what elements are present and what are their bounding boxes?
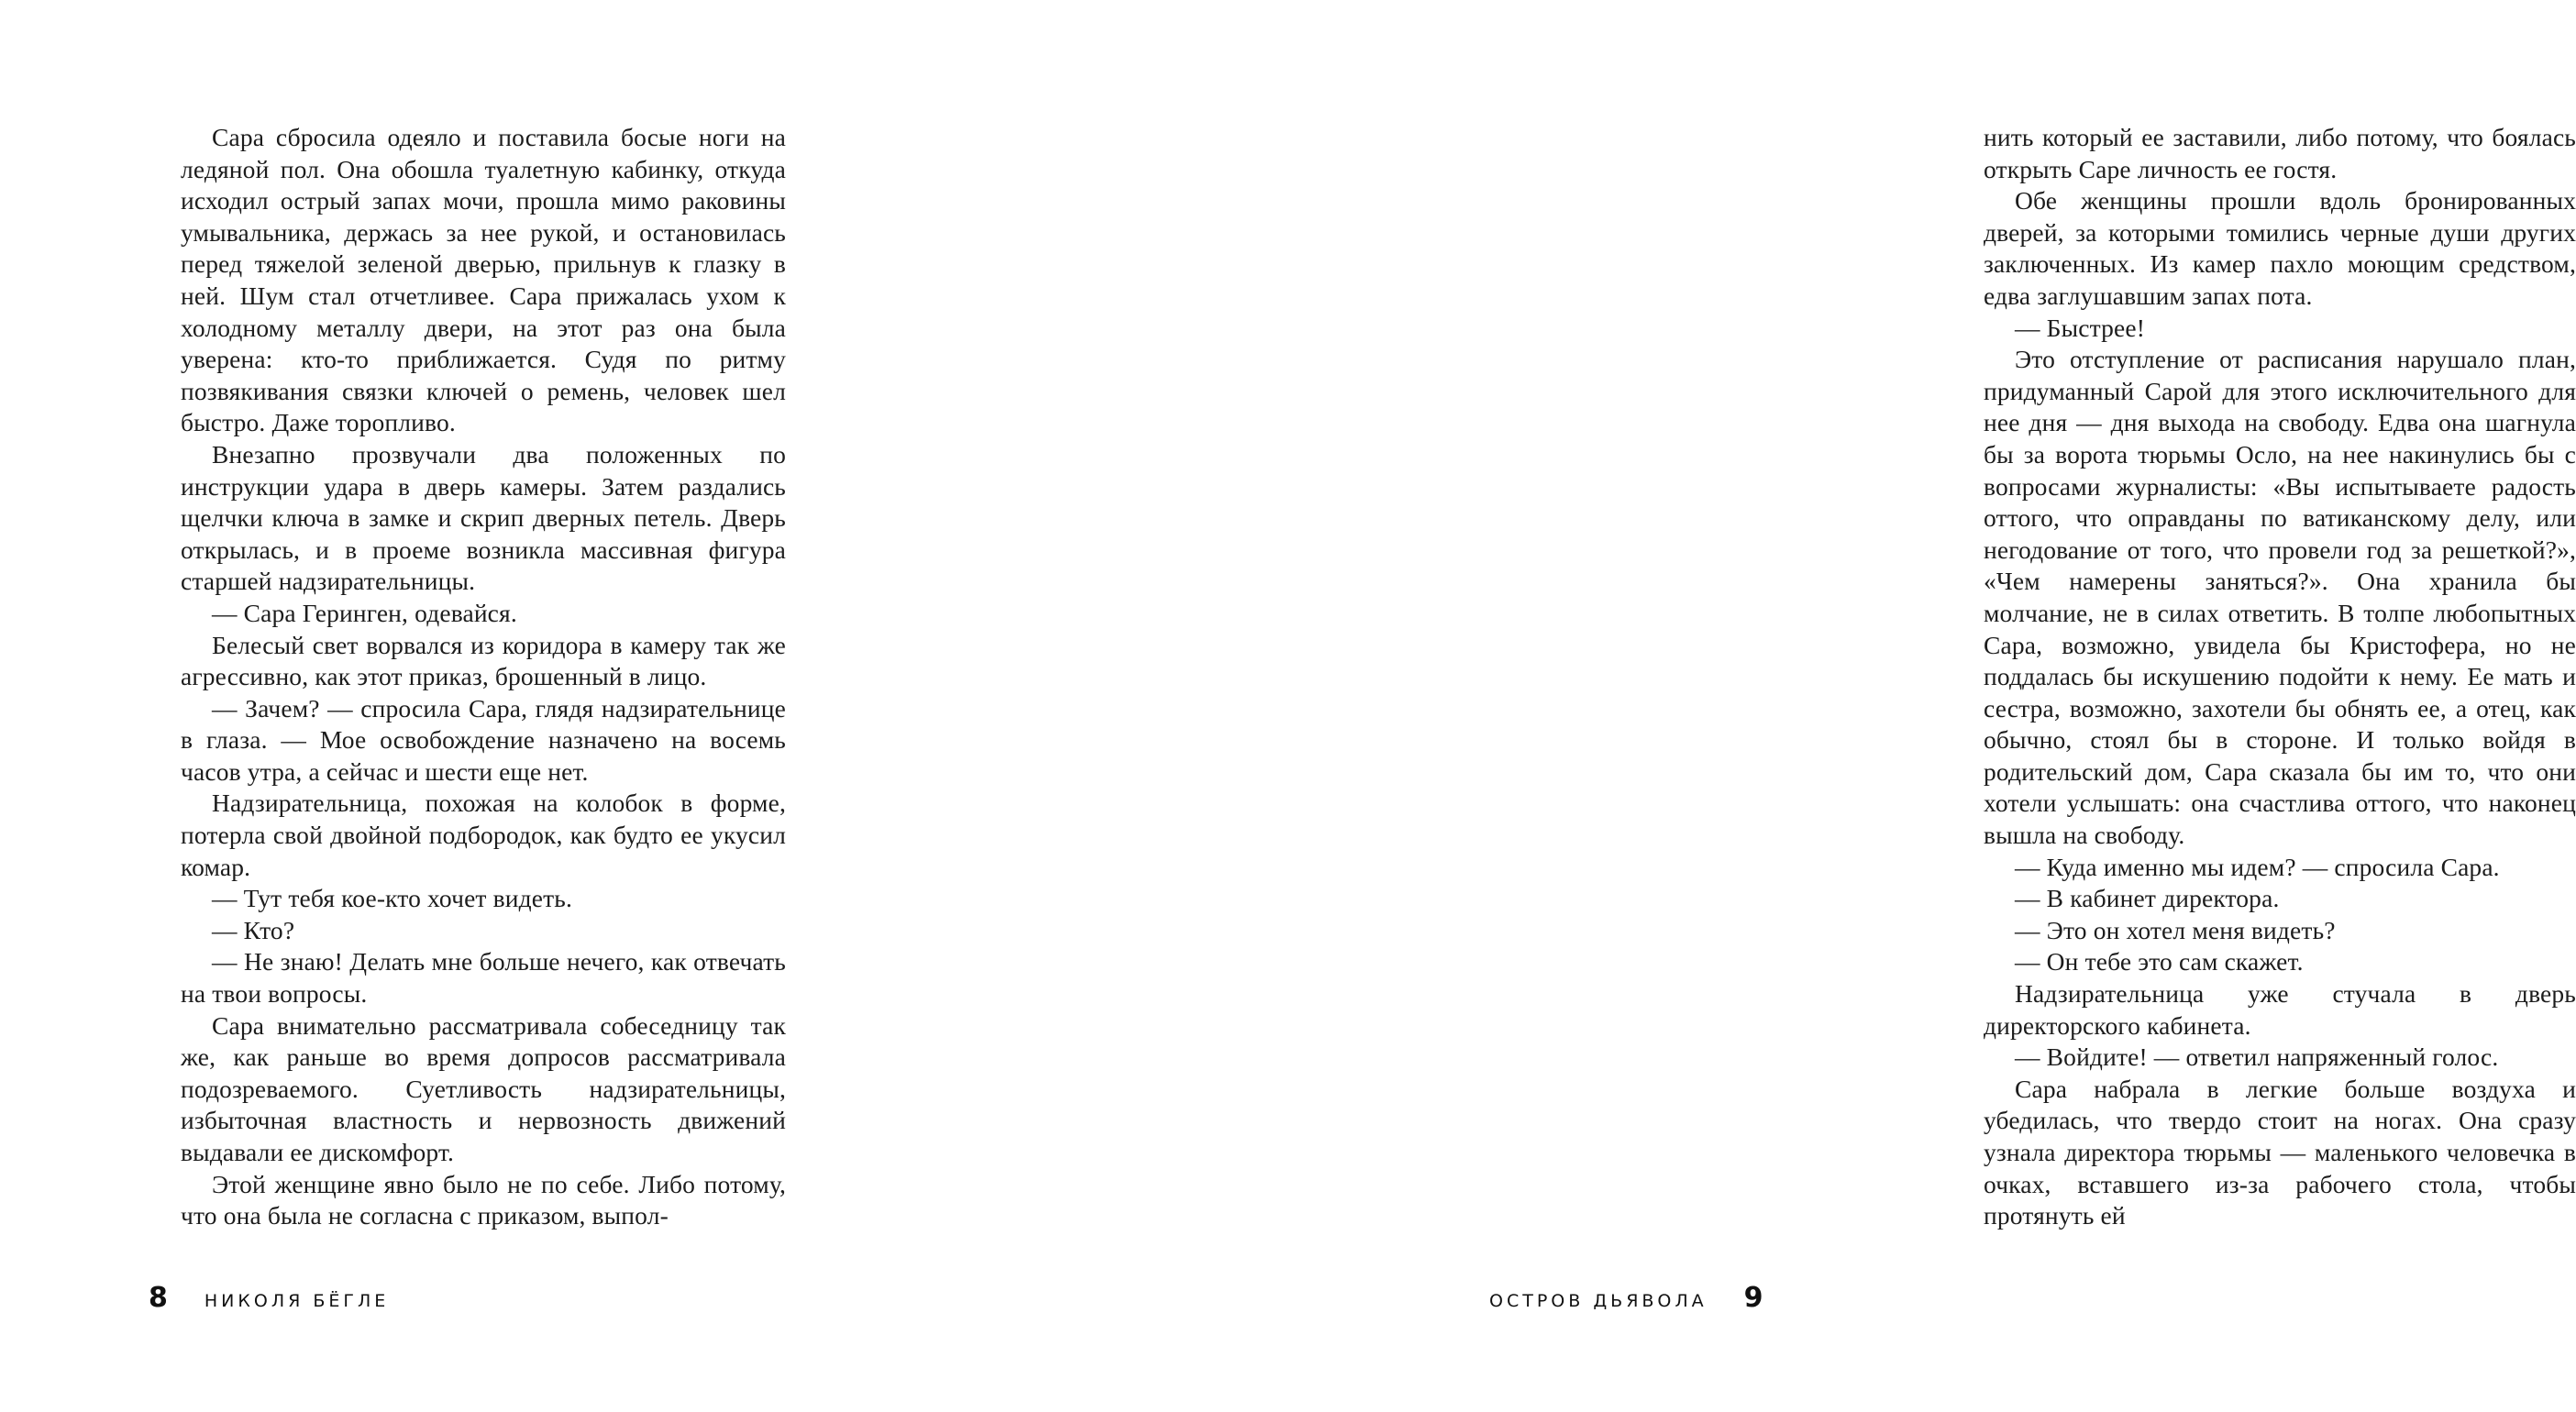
paragraph: Надзирательница уже стучала в дверь директорского кабинета. xyxy=(1984,979,2576,1040)
page-number: 8 xyxy=(149,1282,168,1314)
page-number: 9 xyxy=(1743,1282,1763,1314)
paragraph: — Он тебе это сам скажет. xyxy=(2015,947,2304,976)
paragraph: — Войдите! — ответил напряженный голос. xyxy=(2015,1042,2499,1072)
paragraph: — Быстрее! xyxy=(2015,313,2146,342)
running-head-title: ОСТРОВ ДЬЯВОЛА xyxy=(1489,1291,1708,1311)
paragraph: — В кабинет директора. xyxy=(2015,884,2280,913)
paragraph: — Кто? xyxy=(212,915,295,944)
running-head-author: НИКОЛЯ БЁГЛЕ xyxy=(204,1291,390,1311)
paragraph: — Сара Геринген, одевайся. xyxy=(212,598,517,627)
left-page xyxy=(0,0,917,1412)
right-page xyxy=(917,0,2576,1412)
right-page-body xyxy=(1984,122,2576,1232)
left-page-body xyxy=(181,122,786,1232)
paragraph: Обе женщины прошли вдоль бронированных дверей, за которыми томились черные души других заключенных. Из камер пахло моющим средством, едва заглушавшим запах пота. xyxy=(1984,186,2576,310)
paragraph: Этой женщине явно было не по себе. Либо потому, что она была не согласна с приказом, выпол- xyxy=(181,1169,786,1230)
paragraph: Надзирательница, похожая на колобок в форме, потерла свой двойной подбородок, как будто ее укусил комар. xyxy=(181,789,786,881)
paragraph: Сара внимательно рассматривала собеседницу так же, как раньше во время допросов рассматривала подозреваемого. Суетливость надзирательницы, избыточная властность и нервозность движений выдавали ее дискомфорт. xyxy=(181,1010,786,1166)
paragraph: — Зачем? — спросила Сара, глядя надзирательнице в глаза. — Мое освобождение назначено на восемь часов утра, а сейчас и шести еще нет. xyxy=(181,693,786,786)
paragraph: Белесый свет ворвался из коридора в камеру так же агрессивно, как этот приказ, брошенный в лицо. xyxy=(181,630,786,691)
paragraph: Сара набрала в легкие больше воздуха и убедилась, что твердо стоит на ногах. Она сразу узнала директора тюрьмы — маленького человечка в очках, вставшего из-за рабочего стола, чтобы протянуть ей xyxy=(1984,1074,2576,1230)
paragraph: — Не знаю! Делать мне больше нечего, как отвечать на твои вопросы. xyxy=(181,947,786,1009)
paragraph: Внезапно прозвучали два положенных по инструкции удара в дверь камеры. Затем раздались щелчки ключа в замке и скрип дверных петель. Дверь открылась, и в проеме возникла массивная фигура старшей надзирательницы. xyxy=(181,439,786,596)
paragraph: — Тут тебя кое-кто хочет видеть. xyxy=(212,884,572,913)
left-page-footer xyxy=(149,1282,390,1314)
paragraph: Это отступление от расписания нарушало план, придуманный Сарой для этого исключительного для нее дня — дня выхода на свободу. Едва она шагнула бы за ворота тюрьмы Осло, на нее накинулись бы с вопросами журналисты: «Вы испытываете радость оттого, что оправданы по ватиканскому делу, или негодование от того, что провели год за решеткой?», «Чем намерены заняться?». Она хранила бы молчание, не в силах ответить. В толпе любопытных Сара, возможно, увидела бы Кристофера, но не поддалась бы искушению подойти к нему. Ее мать и сестра, возможно, захотели бы обнять ее, а отец, как обычно, стоял бы в стороне. И только войдя в родительский дом, Сара сказала бы им то, что они хотели услышать: она счастлива оттого, что наконец вышла на свободу. xyxy=(1984,345,2576,850)
paragraph: нить который ее заставили, либо потому, что боялась открыть Саре личность ее гостя. xyxy=(1984,123,2576,183)
right-page-footer xyxy=(1489,1282,1763,1314)
paragraph: — Куда именно мы идем? — спросила Сара. xyxy=(2015,852,2500,881)
paragraph: — Это он хотел меня видеть? xyxy=(2015,915,2336,944)
paragraph: Сара сбросила одеяло и поставила босые ноги на ледяной пол. Она обошла туалетную кабинку, откуда исходил острый запах мочи, прошла мимо раковины умывальника, держась за нее рукой, и остановилась перед тяжелой зеленой дверью, прильнув к глазку в ней. Шум стал отчетливее. Сара прижалась ухом к холодному металлу двери, на этот раз она была уверена: кто-то приближается. Судя по ритму позвякивания связки ключей о ремень, человек шел быстро. Даже торопливо. xyxy=(181,123,786,437)
